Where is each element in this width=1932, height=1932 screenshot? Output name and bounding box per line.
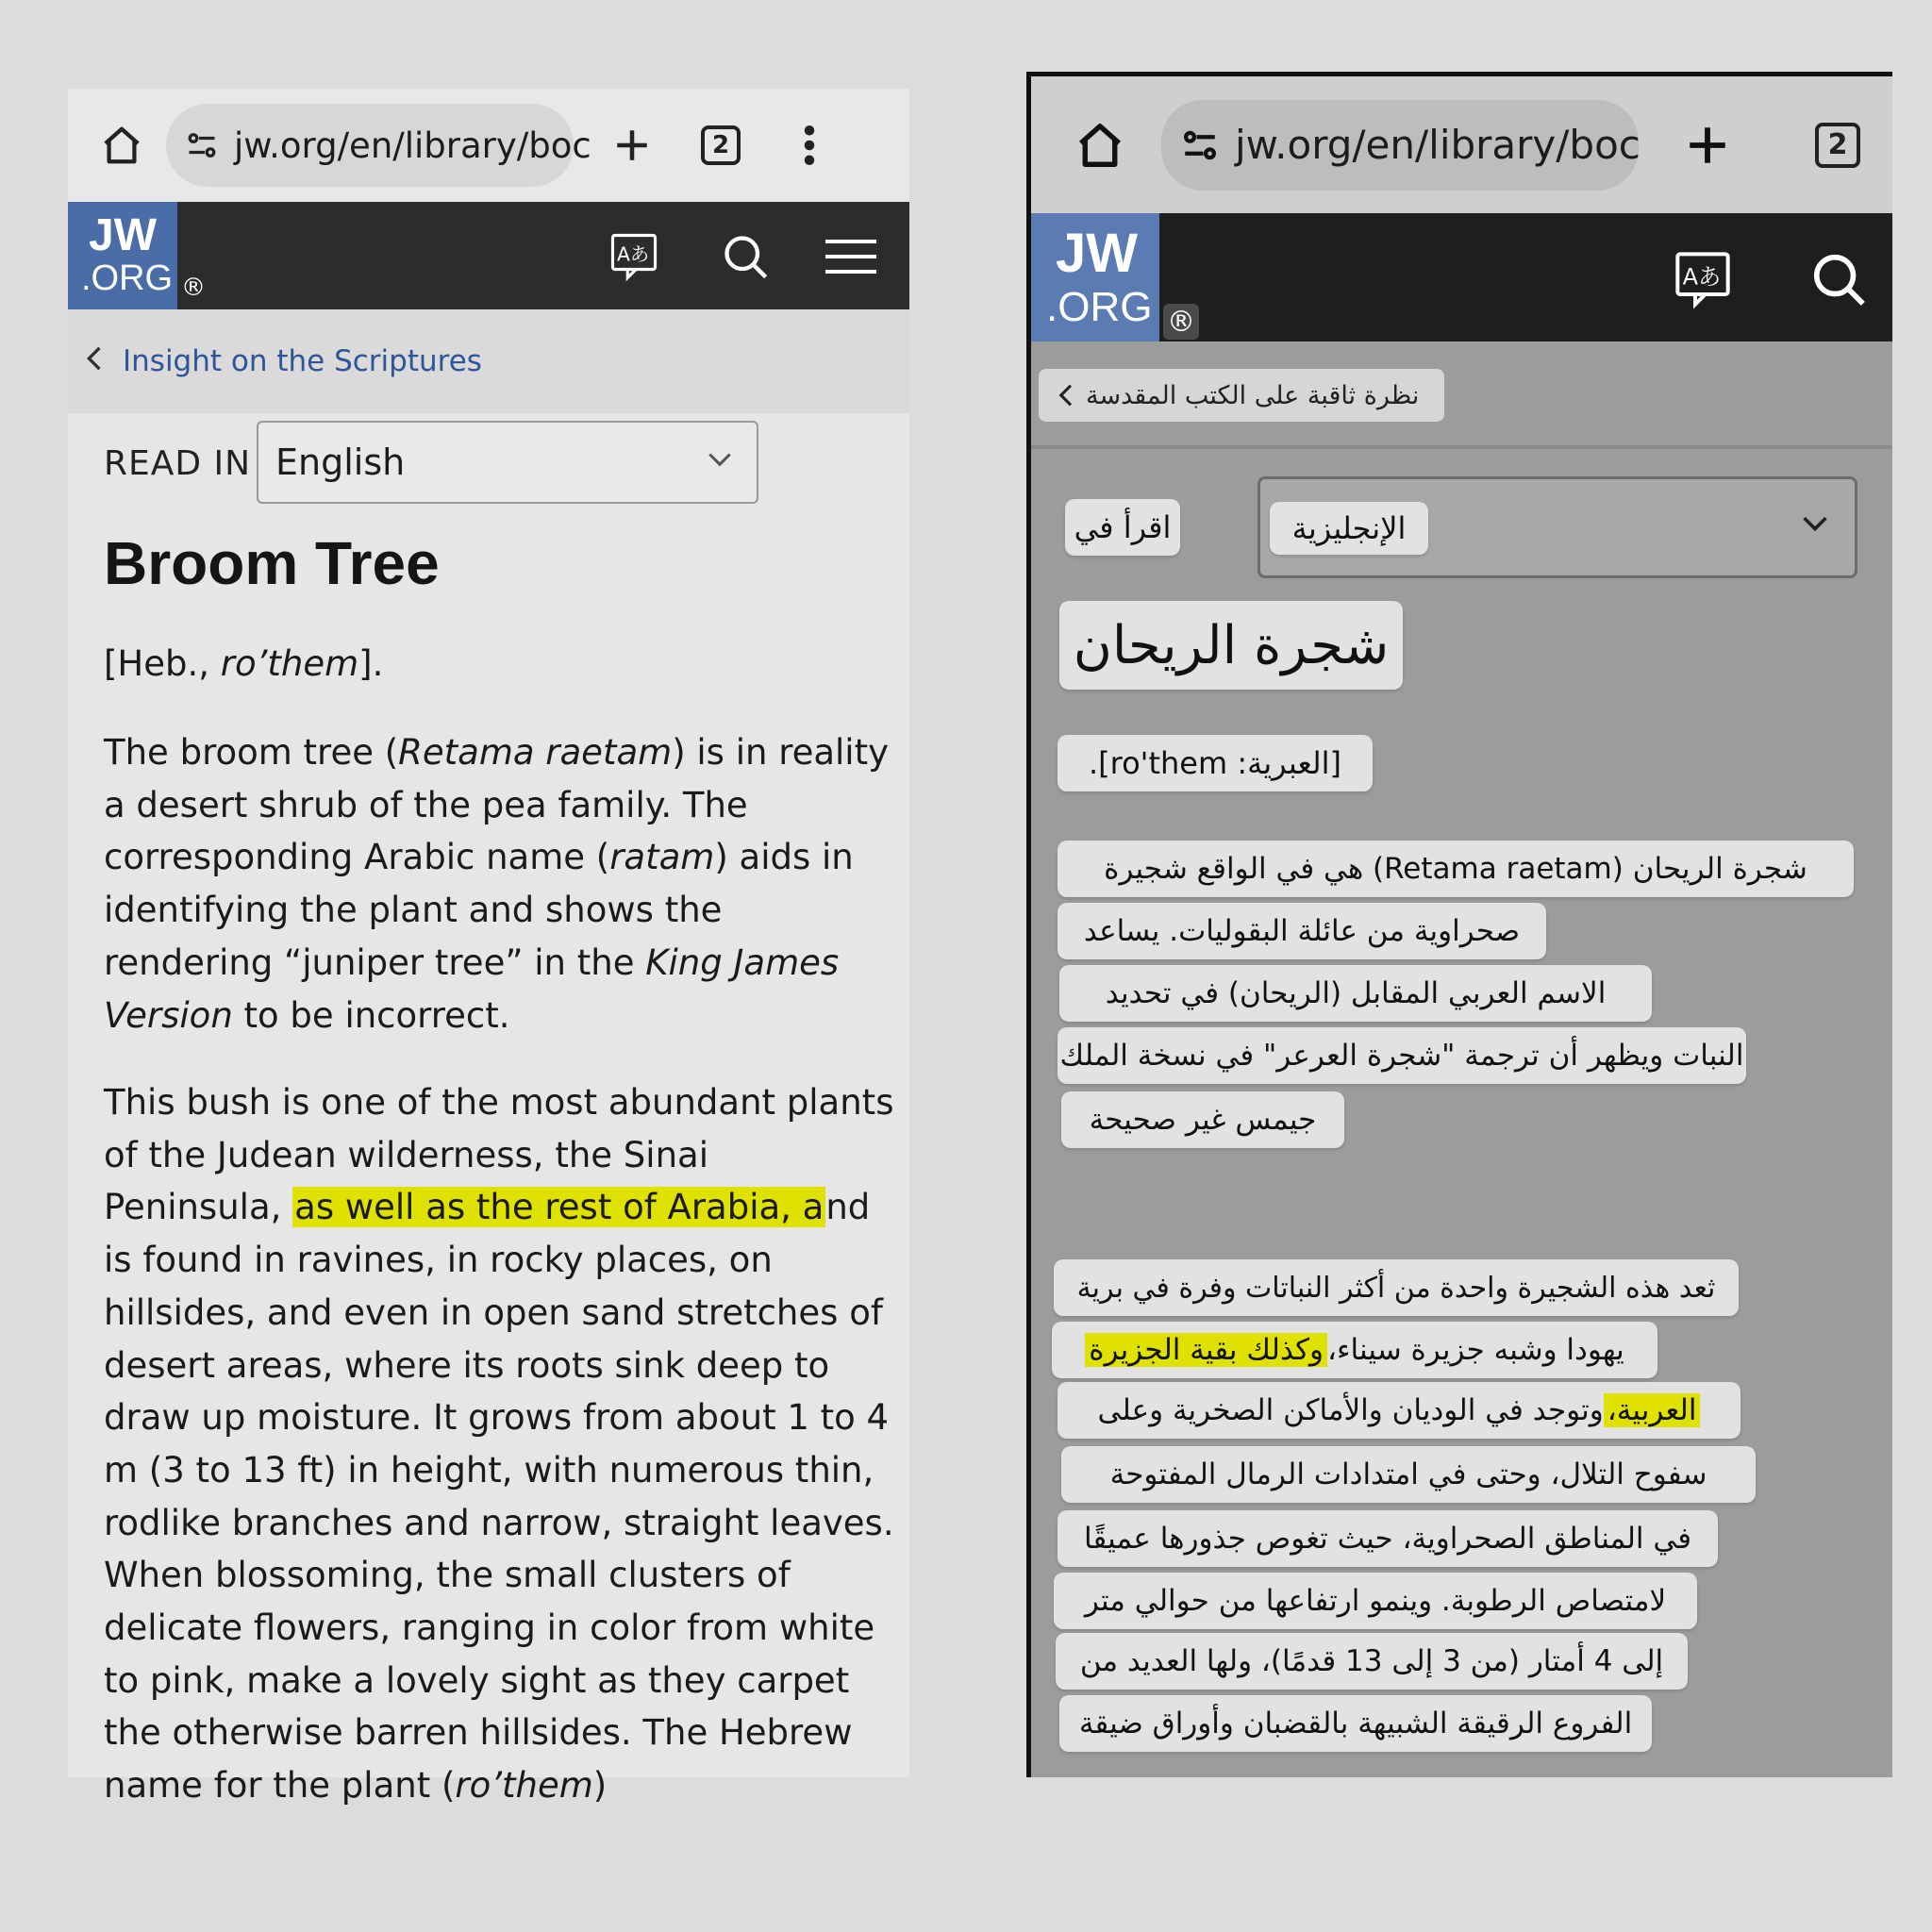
paragraph-1: The broom tree (Retama raetam) is in reality a desert shrub of the pea family. The corresponding Arabic name (ratam) aids in identifying the plant and shows the rendering “juniper tree” in the King James Version to be incorrect. bbox=[104, 732, 889, 1036]
arabic-line: صحراوية من عائلة البقوليات. يساعد bbox=[1058, 903, 1546, 959]
hebrew-term: .[ro'them :العبرية] bbox=[1058, 735, 1373, 791]
arabic-line: لامتصاص الرطوبة. وينمو ارتفاعها من حوالي متر bbox=[1054, 1573, 1697, 1629]
logo-text-jw: JW bbox=[1056, 223, 1138, 284]
jw-logo[interactable] bbox=[68, 202, 177, 309]
search-icon[interactable] bbox=[717, 228, 774, 285]
chevron-down-icon bbox=[1800, 509, 1830, 543]
menu-icon[interactable] bbox=[823, 228, 879, 285]
read-in-label: اقرأ في bbox=[1065, 499, 1180, 556]
hebrew-term bbox=[104, 643, 383, 684]
arabic-line: في المناطق الصحراوية، حيث تغوص جذورها عميقًا bbox=[1058, 1510, 1718, 1567]
address-bar[interactable] bbox=[1161, 100, 1639, 191]
registered-mark: ® bbox=[181, 274, 206, 302]
more-vert-icon[interactable] bbox=[791, 117, 828, 174]
chevron-left-icon bbox=[85, 345, 102, 378]
arabic-line: شجرة الريحان (Retama raetam) هي في الواقع شجيرة bbox=[1058, 841, 1854, 897]
language-select[interactable] bbox=[257, 421, 758, 504]
heb-prefix: [Heb., bbox=[104, 643, 221, 684]
arabic-line: جيمس غير صحيحة bbox=[1061, 1091, 1344, 1148]
breadcrumb[interactable] bbox=[68, 309, 909, 413]
tab-count: 2 bbox=[701, 125, 741, 165]
english-screenshot bbox=[68, 89, 909, 1807]
breadcrumb-link[interactable]: نظرة ثاقبة على الكتب المقدسة bbox=[1086, 380, 1420, 410]
site-header bbox=[68, 202, 909, 309]
registered-mark: ® bbox=[1163, 304, 1199, 340]
svg-text:Aあ: Aあ bbox=[617, 242, 650, 266]
plus-icon[interactable] bbox=[1676, 114, 1739, 176]
language-select[interactable] bbox=[1257, 476, 1857, 578]
tab-count: 2 bbox=[1815, 123, 1860, 168]
svg-text:Aあ: Aあ bbox=[1682, 263, 1722, 291]
arabic-line: العربية، وتوجد في الوديان والأماكن الصخرية وعلى bbox=[1058, 1382, 1740, 1439]
highlighted-text: وكذلك بقية الجزيرة bbox=[1085, 1333, 1327, 1367]
paragraph-2: This bush is one of the most abundant plants of the Judean wilderness, the Sinai Peninsula, as well as the rest of Arabia, and is found in ravines, in rocky places, on hillsides, and even in open sand stretches of desert areas, where its roots sink deep to draw up moisture. It grows from about 1 to 4 m (3 to 13 ft) in height, with numerous thin, rodlike branches and narrow, straight leaves. When blossoming, the small clusters of delicate flowers, ranging in color from white to pink, make a lovely sight as they carpet the otherwise barren hillsides. The Hebrew name for the plant (ro’them) bbox=[104, 1082, 894, 1807]
chevron-left-icon bbox=[1058, 384, 1073, 407]
site-header bbox=[1031, 213, 1892, 341]
language-value: English bbox=[275, 441, 406, 483]
browser-toolbar bbox=[1031, 76, 1892, 213]
breadcrumb[interactable] bbox=[1039, 369, 1444, 422]
arabic-line: يهودا وشبه جزيرة سيناء، وكذلك بقية الجزيرة bbox=[1052, 1322, 1657, 1378]
highlighted-text: العربية، bbox=[1604, 1393, 1701, 1427]
page-title: شجرة الريحان bbox=[1059, 601, 1403, 690]
jw-logo[interactable] bbox=[1031, 213, 1159, 341]
arabic-line: النبات ويظهر أن ترجمة "شجرة العرعر" في نسخة الملك bbox=[1058, 1027, 1746, 1084]
plus-icon[interactable] bbox=[604, 117, 660, 174]
breadcrumb-link[interactable]: Insight on the Scriptures bbox=[123, 344, 482, 378]
home-icon[interactable] bbox=[92, 116, 151, 175]
logo-text-jw: JW bbox=[89, 210, 157, 260]
read-in-label: READ IN bbox=[104, 444, 252, 483]
arabic-line: الاسم العربي المقابل (الريحان) في تحديد bbox=[1059, 965, 1652, 1022]
heb-suffix: ]. bbox=[358, 643, 384, 684]
divider bbox=[1031, 445, 1892, 449]
chevron-down-icon bbox=[706, 441, 734, 483]
language-icon[interactable] bbox=[606, 228, 662, 285]
site-settings-icon[interactable] bbox=[1180, 125, 1220, 165]
heb-word: ro’them bbox=[220, 643, 359, 684]
home-icon[interactable] bbox=[1067, 112, 1133, 178]
logo-text-org: .ORG bbox=[81, 258, 174, 298]
arabic-screenshot bbox=[1026, 72, 1892, 1777]
url-text: jw.org/en/library/boc bbox=[234, 125, 591, 166]
arabic-line: إلى 4 أمتار (من 3 إلى 13 قدمًا)، ولها العديد من bbox=[1056, 1633, 1688, 1690]
arabic-line: الفروع الرقيقة الشبيهة بالقضبان وأوراق ضيقة bbox=[1059, 1695, 1652, 1752]
browser-toolbar bbox=[68, 89, 909, 202]
search-icon[interactable] bbox=[1805, 245, 1873, 313]
tab-switcher-icon[interactable] bbox=[692, 117, 749, 174]
language-value: الإنجليزية bbox=[1270, 502, 1428, 555]
address-bar[interactable] bbox=[166, 104, 591, 187]
page-title: Broom Tree bbox=[104, 529, 440, 597]
arabic-line: ثعد هذه الشجيرة واحدة من أكثر النباتات وفرة في برية bbox=[1054, 1259, 1739, 1316]
url-text: jw.org/en/library/boc bbox=[1235, 122, 1641, 168]
language-icon[interactable] bbox=[1669, 245, 1737, 313]
arabic-line: سفوح التلال، وحتى في امتدادات الرمال المفتوحة bbox=[1061, 1446, 1756, 1503]
site-settings-icon[interactable] bbox=[185, 128, 219, 162]
tab-switcher-icon[interactable] bbox=[1807, 114, 1869, 176]
highlighted-text: as well as the rest of Arabia, a bbox=[294, 1187, 824, 1228]
logo-text-org: .ORG bbox=[1046, 284, 1153, 330]
